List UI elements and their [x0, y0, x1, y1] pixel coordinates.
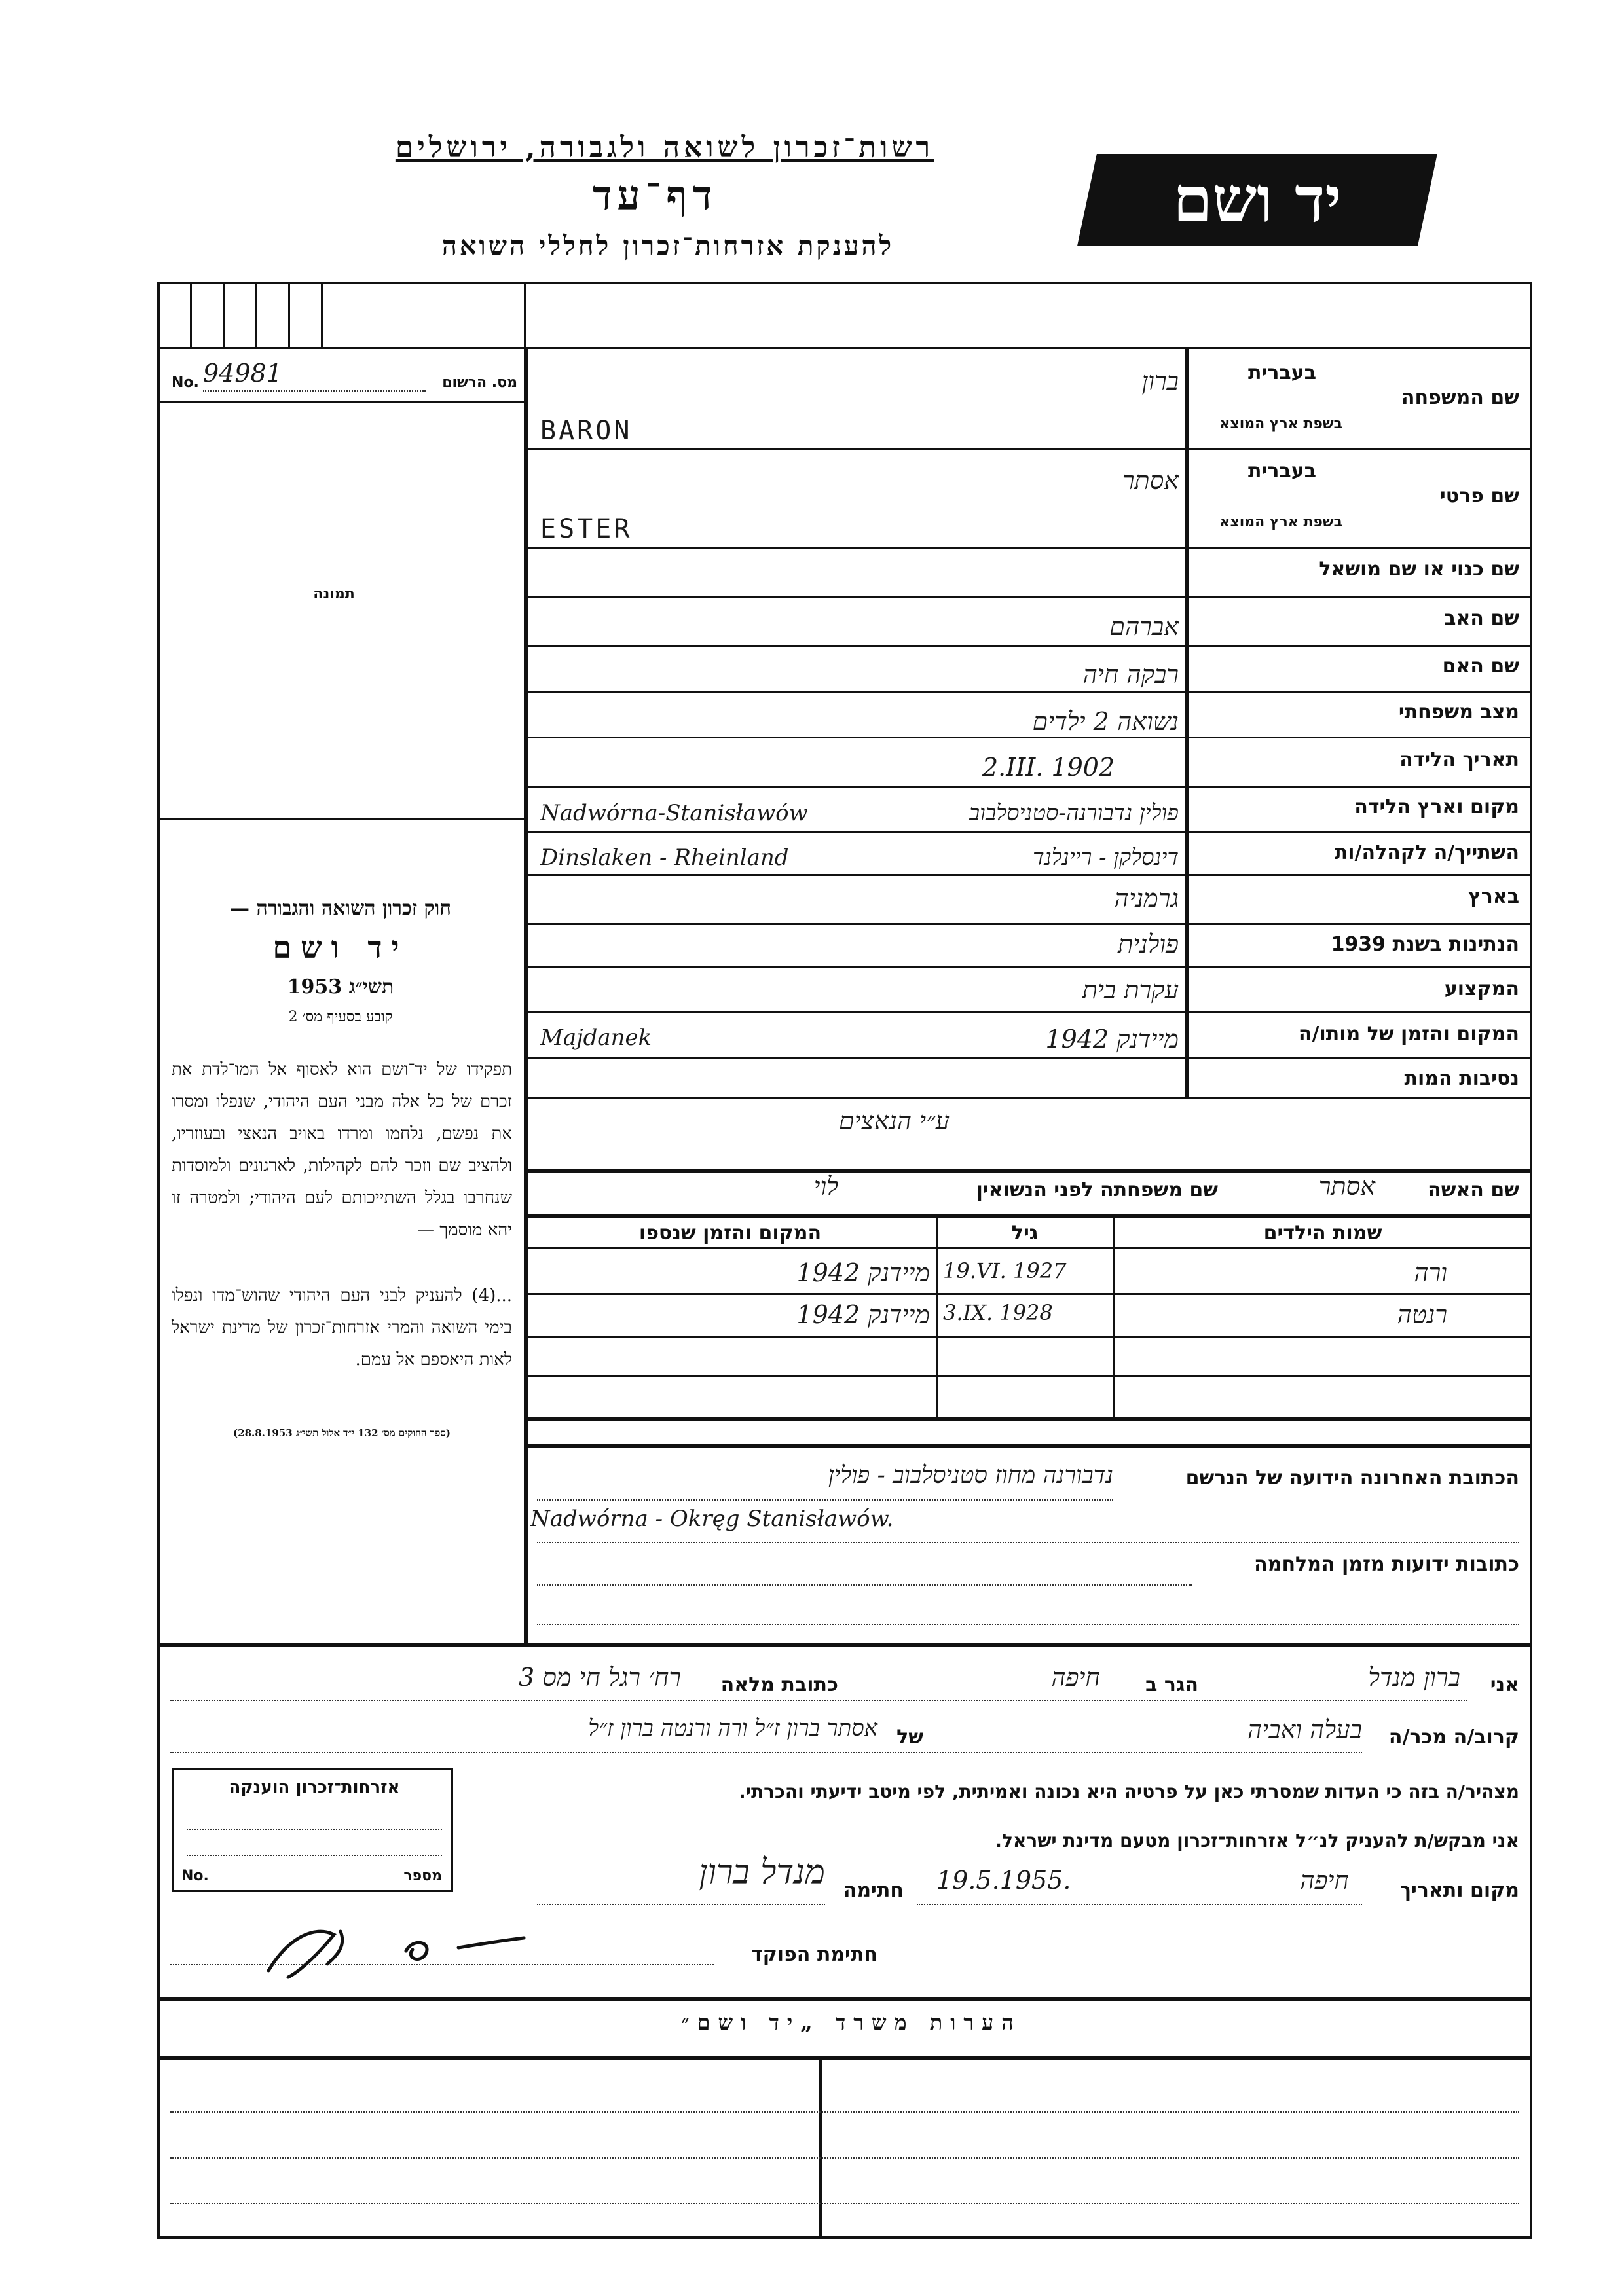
firstname-origin-label: בשפת ארץ המוצא	[1219, 514, 1342, 530]
law-section: קובע בסעיף מס׳ 2	[288, 1009, 393, 1025]
photo-label: תמונה	[313, 586, 355, 602]
authority-title: רשות־זכרון לשואה ולגבורה, ירושלים	[395, 131, 934, 164]
law-title: חוק זכרון השואה והגבורה —	[230, 897, 451, 920]
birthdate-value: 2.III. 1902	[982, 753, 1115, 782]
logo-text: יד ושם	[1173, 162, 1342, 236]
firstname-hebrew-label: בעברית	[1248, 460, 1316, 483]
surname-label: שם המשפחה	[1401, 386, 1519, 409]
marital-value: נשואה 2 ילדים	[1032, 707, 1179, 736]
reg-no-label: No.	[172, 374, 199, 391]
citizenship-granted-box	[172, 1768, 453, 1892]
children-place-header: המקום והזמן שנספו	[638, 1222, 822, 1245]
children-names-header: שמות הילדים	[1263, 1222, 1382, 1245]
wife-label: שם האשה	[1428, 1178, 1519, 1201]
declarant-address: רח׳ רגל חי מס 3	[518, 1663, 681, 1692]
birthdate-label: תאריך הלידה	[1399, 748, 1519, 771]
declarant-name: ברון מנדל	[1368, 1663, 1460, 1692]
community-hebrew: דינסלקן - ריינלנד	[1033, 845, 1179, 871]
law-clause: ...(4) להעניק לבני העם היהודי שהוש־מדו ונפלו בימי השואה והמרי אזרחות־זכרון של מדינת ישראל לאות היאספם אל עמם.	[172, 1286, 512, 1370]
form-subtitle: להענקת אזרחות־זכרון לחללי השואה	[441, 230, 895, 261]
place-date-label: מקום ותאריך	[1399, 1879, 1519, 1902]
surname-hebrew-value: ברון	[1141, 367, 1179, 395]
maiden-label: שם משפחתה לפני הנשואין	[976, 1178, 1218, 1201]
relation-value: בעלה ואביה	[1247, 1715, 1362, 1744]
law-body: תפקידו של יד־ושם הוא לאסוף אל המו־לדת את זכרם של כל אלה מבני העם היהודי, שנפלו ומסרו את נפשם, נלחמו ומרדו באויב הנאצי ובעוזריו, ולהציב שם וזכר להם לקהילות, לארגונים ולמוסדות שנחרבו בגלל השתייכותם לעם היהודי; ולמטרה זו יהא מוסמך —	[172, 1060, 512, 1240]
last-address-hebrew: נדבורנה מחוז סטניסלבוב - פולין	[828, 1462, 1113, 1489]
declarant-city: חיפה	[1051, 1663, 1100, 1692]
maiden-value: לוי	[813, 1172, 838, 1201]
declarant-i-label: אני	[1490, 1673, 1519, 1696]
form-title: דף־עד	[592, 172, 718, 219]
of-value: אסתר ברון ז״ל ורה ורנטה ברון ז״ל	[588, 1715, 877, 1741]
officer-signature-label: חתימת הפוקד	[751, 1943, 877, 1966]
signature-label: חתימה	[843, 1879, 904, 1902]
death-cause-value: ע״י הנאצים	[839, 1106, 950, 1135]
declaration-date: 19.5.1955.	[936, 1866, 1071, 1895]
community-label: השתייך/ה לקהלה/ות	[1334, 841, 1519, 864]
last-address-latin: Nadwórna - Okręg Stanisławów.	[530, 1506, 894, 1532]
child-name: ורה	[1414, 1258, 1447, 1287]
citizenship-box-no: No.	[181, 1868, 209, 1884]
officer-signature-scribble	[262, 1912, 537, 1984]
birthplace-hebrew: פולין נדבורנה-סטניסלבוב	[969, 800, 1179, 826]
death-place-hebrew: מיידנק 1942	[1045, 1025, 1179, 1053]
law-footnote: (ספר החוקים מס׳ 132 י״ד אלול תשי״ג 28.8.1953)	[233, 1427, 451, 1439]
firstname-label: שם פרטי	[1439, 484, 1519, 507]
death-place-latin: Majdanek	[540, 1025, 652, 1051]
yad-vashem-logo	[1077, 154, 1437, 246]
surname-origin-label: בשפת ארץ המוצא	[1219, 416, 1342, 432]
father-label: שם האב	[1444, 607, 1519, 630]
child-name: רנטה	[1397, 1300, 1447, 1329]
nickname-label: שם כנוי או שם מושאל	[1319, 558, 1519, 581]
surname-hebrew-label: בעברית	[1248, 361, 1316, 384]
firstname-origin-value: ESTER	[540, 514, 633, 544]
death-cause-label: נסיבות המות	[1404, 1067, 1519, 1090]
birthplace-latin: Nadwórna-Stanisławów	[540, 800, 808, 826]
death-place-label: המקום והזמן של מותו/ה	[1298, 1023, 1519, 1046]
citizenship-box-title: אזרחות־זכרון הוענקה	[229, 1777, 400, 1797]
declaration-text: מצהיר/ה בזה כי העדות שמסרתי כאן על פרטיה היא נכונה ואמיתית, לפי מיטב ידיעתי והכרתי.	[739, 1781, 1519, 1802]
father-value: אברהם	[1109, 612, 1179, 641]
wartime-address-label: כתובות ידועות מזמן המלחמה	[1254, 1553, 1519, 1576]
community-latin: Dinslaken - Rheinland	[540, 845, 789, 871]
relative-label: קרוב/ה מכר/ה	[1388, 1726, 1519, 1749]
children-age-header: גיל	[1011, 1222, 1039, 1245]
marital-label: מצב משפחתי	[1398, 701, 1519, 723]
citizenship-label: הנתינות בשנת 1939	[1331, 933, 1519, 956]
firstname-hebrew-value: אסתר	[1122, 466, 1179, 495]
declarant-signature: מנדל ברון	[699, 1853, 825, 1892]
reg-number: 94981	[203, 359, 282, 388]
surname-origin-value: BARON	[540, 416, 633, 446]
child-age: 19.VI. 1927	[943, 1258, 1067, 1283]
law-year: תשי״ג 1953	[287, 975, 394, 998]
law-name: יד ושם	[272, 930, 409, 965]
resides-label: הגר ב	[1145, 1673, 1198, 1696]
office-notes-title: הערות משרד „יד ושם״	[681, 2010, 1022, 2035]
last-address-label: הכתובת האחרונה הידועה של הנרשם	[1185, 1467, 1519, 1489]
wife-value: אסתר	[1318, 1172, 1375, 1201]
birthplace-label: מקום וארץ הלידה	[1354, 795, 1519, 818]
child-age: 3.IX. 1928	[943, 1300, 1053, 1325]
country-value: גרמניה	[1114, 884, 1179, 913]
declaration-place: חיפה	[1300, 1866, 1349, 1895]
child-place: מיידנק 1942	[796, 1300, 930, 1329]
of-label: של	[896, 1726, 923, 1749]
mother-value: רבקה חיה	[1082, 660, 1179, 689]
country-label: בארץ	[1467, 885, 1519, 908]
occupation-value: עקרת בית	[1082, 975, 1179, 1004]
mother-label: שם האם	[1442, 655, 1519, 678]
citizenship-value: פולנית	[1118, 930, 1179, 958]
request-text: אני מבקש/ת להעניק לנ״ל אזרחות־זכרון מטעם מדינת ישראל.	[995, 1830, 1519, 1851]
occupation-label: המקצוע	[1444, 977, 1519, 1000]
address-label: כתובת מלאה	[720, 1673, 838, 1696]
citizenship-box-number-label: מספר	[403, 1868, 442, 1884]
child-place: מיידנק 1942	[796, 1258, 930, 1287]
reg-label: מס. הרשום	[442, 374, 517, 391]
